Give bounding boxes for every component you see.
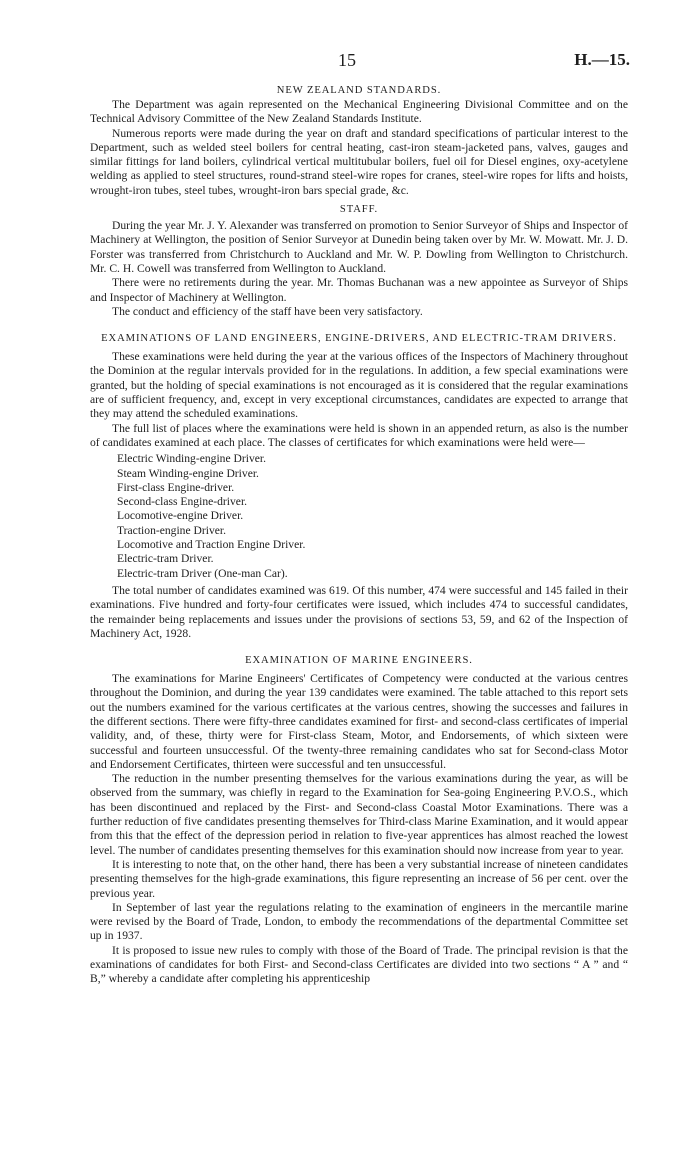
paragraph: The total number of candidates examined was 619. Of this number, 474 were successful and 145 failed in their examinations. Five hundred and forty-four certificates were issued, which includes 474 to successful candidates, the remainder being replacements and issues under the provisions of sections 53, 59, and 62 of the Inspection of Machinery Act, 1928. bbox=[90, 583, 628, 640]
list-item: First-class Engine-driver. bbox=[117, 480, 235, 494]
section-land-examinations bbox=[90, 332, 628, 641]
list-item: Electric Winding-engine Driver. bbox=[117, 452, 267, 466]
section-marine-examinations bbox=[90, 654, 628, 987]
document-reference: H.—15. bbox=[574, 50, 630, 69]
page-number: 15 bbox=[338, 50, 356, 70]
paragraph: There were no retirements during the year. Mr. Thomas Buchanan was a new appointee as Surveyor of Ships and Inspector of Machinery at Wellington. bbox=[90, 276, 628, 304]
paragraph: During the year Mr. J. Y. Alexander was transferred on promotion to Senior Surveyor of Ships and Inspector of Machinery at Wellington, the position of Senior Surveyor at Dunedin being taken over by Mr. W. Mowatt. Mr. J. D. Forster was transferred from Christchurch to Auckland and Mr. W. P. Dowling from Wellington to Christchurch. Mr. C. H. Cowell was transferred from Wellington to Auckland. bbox=[90, 219, 628, 275]
paragraph: The examinations for Marine Engineers' Certificates of Competency were conducted at the various centres throughout the Dominion, and during the year 139 candidates were examined. The table attached to this report sets out the numbers examined for the various certificates at the various centres, showing the successes and failures in the different sections. There were fifty-three candidates examined for first- and second-class certificates of imperial validity, and, of these, thirty were for First-class Steam, Motor, and Endorsements, of which sixteen were successful and fourteen unsuccessful. Of the twenty-three remaining candidates who sat for Second-class Motor and Endorsement Certificates, thirteen were successful and ten unsuccessful. bbox=[90, 672, 628, 771]
paragraph: It is proposed to issue new rules to comply with those of the Board of Trade. The principal revision is that the examinations of candidates for both First- and Second-class Certificates are divided into two sections “ A ” and “ B,” whereby a candidate after completing his apprenticeship bbox=[90, 943, 628, 986]
section-title: EXAMINATIONS OF LAND ENGINEERS, ENGINE-DRIVERS, AND ELECTRIC-TRAM DRIVERS. bbox=[101, 333, 617, 345]
list-item: Steam Winding-engine Driver. bbox=[117, 466, 259, 480]
list-item: Electric-tram Driver. bbox=[117, 552, 214, 566]
section-staff bbox=[90, 203, 628, 319]
paragraph: In September of last year the regulations relating to the examination of engineers in the mercantile marine were revised by the Board of Trade, London, to embody the recommendations of the departmental Committee set up in 1937. bbox=[90, 900, 628, 943]
paragraph: Numerous reports were made during the year on draft and standard specifications of particular interest to the Department, such as welded steel boilers for central heating, cast-iron steam-jacketed pans, valves, gauges and similar fittings for land boilers, cylindrical vertical multitubular boilers, fuel oil for Diesel engines, oxy-acetylene welding as applied to steel structures, round-strand steel-wire ropes for cranes, steel-wire ropes for lifts and hoists, wrought-iron tubes, steel tubes, wrought-iron bars special grade, &c. bbox=[90, 126, 628, 197]
list-item: Traction-engine Driver. bbox=[117, 523, 227, 537]
section-title: NEW ZEALAND STANDARDS. bbox=[276, 85, 442, 96]
list-item: Locomotive and Traction Engine Driver. bbox=[117, 538, 306, 552]
section-title: EXAMINATION OF MARINE ENGINEERS. bbox=[245, 655, 473, 667]
section-nz-standards bbox=[90, 84, 628, 198]
section-title: STAFF. bbox=[339, 204, 379, 216]
paragraph: It is interesting to note that, on the other hand, there has been a very substantial increase of nineteen candidates presenting themselves for the high-grade examinations, this figure representing an increase of 56 per cent. over the previous year. bbox=[90, 857, 628, 900]
page-body bbox=[90, 84, 628, 987]
paragraph: The Department was again represented on the Mechanical Engineering Divisional Committee and on the Technical Advisory Committee of the New Zealand Standards Institute. bbox=[90, 98, 628, 126]
page-header bbox=[0, 50, 700, 70]
paragraph: The full list of places where the examinations were held is shown in an appended return, as also is the number of candidates examined at each place. The classes of certificates for which examinations were held were— bbox=[90, 421, 628, 449]
certificate-list bbox=[90, 452, 628, 581]
paragraph: The reduction in the number presenting themselves for the various examinations during the year, as will be observed from the summary, was chiefly in regard to the Examination for Sea-going Engineering P.V.O.S., which has been discontinued and replaced by the First- and Second-class Coastal Motor Examinations. There was a further reduction of five candidates presenting themselves for Third-class Marine Examination, and it would appear from this that the effect of the depression period in relation to five-year apprentices has almost reached the lowest level. The number of candidates presenting themselves for this examination should now increase from year to year. bbox=[90, 772, 628, 857]
list-item: Second-class Engine-driver. bbox=[117, 495, 248, 509]
list-item: Electric-tram Driver (One-man Car). bbox=[117, 566, 288, 580]
list-item: Locomotive-engine Driver. bbox=[117, 509, 244, 523]
paragraph: The conduct and efficiency of the staff have been very satisfactory. bbox=[112, 304, 423, 318]
paragraph: These examinations were held during the year at the various offices of the Inspectors of Machinery throughout the Dominion at the regular intervals provided for in the regulations. In addition, a few special examinations were granted, but the holding of special examinations is not encouraged as it is considered that the regular examinations are of sufficient frequency, and, except in very exceptional circumstances, candidates are expected to arrange that they may attend the scheduled examinations. bbox=[90, 350, 628, 421]
